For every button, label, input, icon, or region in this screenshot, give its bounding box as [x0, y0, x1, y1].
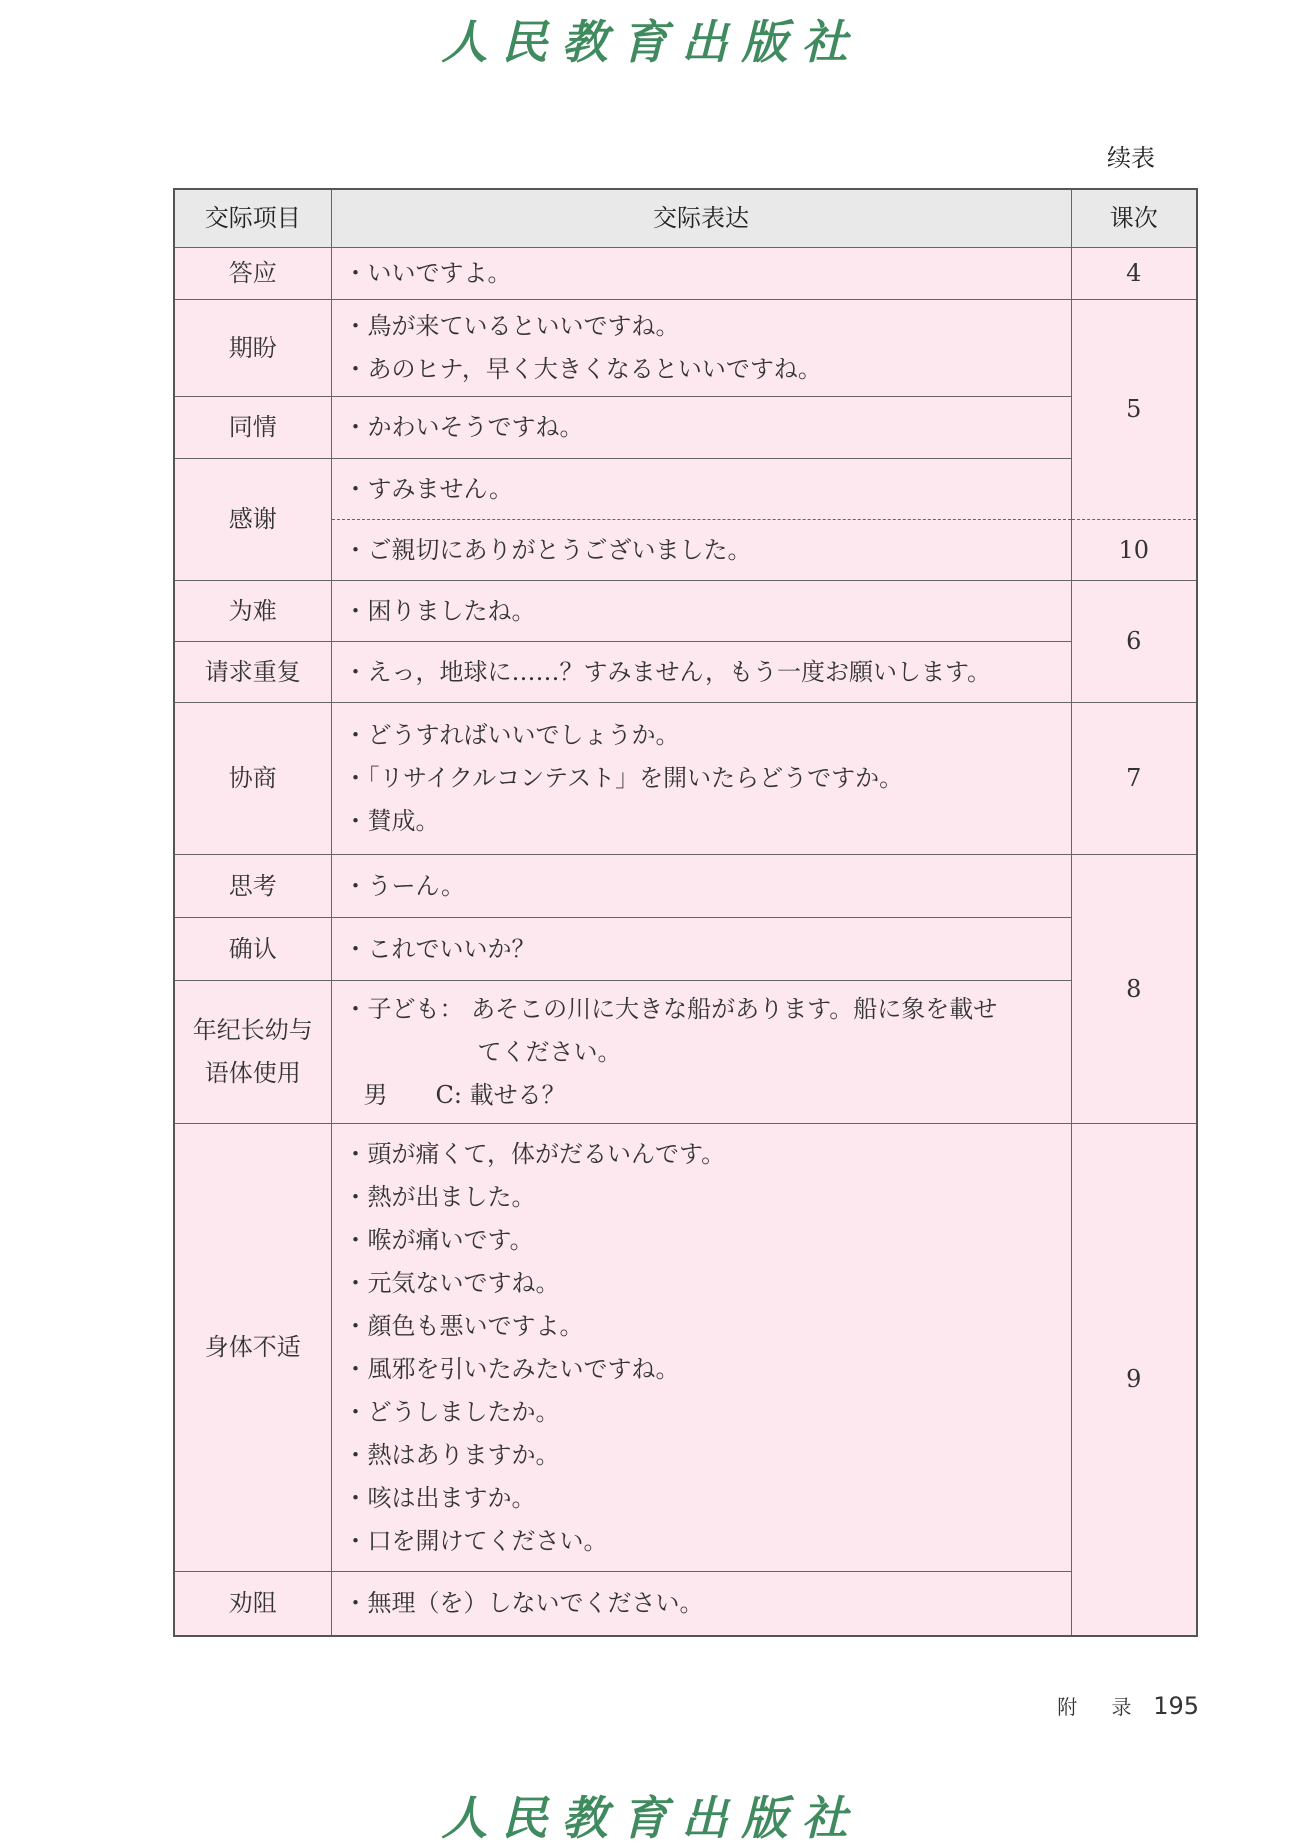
expression-line: ・あのヒナ，早く大きくなるといいですね。	[343, 355, 822, 383]
table-row	[174, 300, 1197, 397]
row-item: 劝阻	[174, 1572, 331, 1636]
expression-line: ・賛成。	[343, 807, 440, 835]
expression-line: ・いいですよ。	[343, 259, 512, 287]
expression-line: ・これでいいか？	[343, 934, 536, 963]
table-row	[174, 1572, 1197, 1636]
lesson-number: 5	[1071, 300, 1197, 520]
expression-line: ・ご親切にありがとうございました。	[343, 535, 752, 564]
table-row	[174, 918, 1197, 981]
lesson-number: 8	[1071, 855, 1197, 1124]
expression-line: ・咳は出ますか。	[343, 1483, 536, 1512]
page-footer	[1057, 1691, 1199, 1720]
row-item: 答应	[174, 248, 331, 300]
communication-table	[173, 188, 1198, 1637]
row-item: 同情	[174, 397, 331, 459]
expression-line: ・どうしましたか。	[343, 1397, 560, 1426]
table-row	[174, 581, 1197, 642]
expression-line: ・うーん。	[343, 871, 465, 900]
expression-line: ・口を開けてください。	[343, 1526, 608, 1555]
table-row	[174, 248, 1197, 300]
table-row	[174, 703, 1197, 855]
expression-line: ・頭が痛くて，体がだるいんです。	[343, 1139, 726, 1168]
expression-line: ・顔色も悪いですよ。	[343, 1311, 584, 1340]
expression-line: ・喉が痛いです。	[343, 1225, 534, 1254]
expression-line: ・えっ，地球に……？すみません，もう一度お願いします。	[343, 657, 992, 686]
header-lesson: 课次	[1071, 189, 1197, 248]
row-item: 思考	[174, 855, 331, 918]
row-item: 期盼	[174, 300, 331, 397]
header-item: 交际项目	[174, 189, 331, 248]
expression-line: ・どうすればいいでしょうか。	[343, 721, 680, 749]
expression-line: ・困りましたね。	[343, 596, 536, 625]
expression-line: ・すみません。	[343, 474, 513, 503]
lesson-number: 4	[1071, 248, 1197, 300]
expression-line: ・無理（を）しないでください。	[343, 1588, 704, 1617]
publisher-watermark-top: 人民教育出版社	[441, 15, 862, 69]
lesson-number: 10	[1071, 520, 1197, 581]
row-item: 协商	[174, 703, 331, 855]
table-row	[174, 1124, 1197, 1572]
expression-line: ・かわいそうですね。	[343, 413, 584, 441]
expression-line: 男 C: 載せる？	[363, 1080, 566, 1109]
row-item: 年纪长幼与	[192, 1016, 313, 1044]
table-row	[174, 981, 1197, 1124]
expression-line: ・熱はありますか。	[343, 1440, 560, 1469]
expression-line: ・熱が出ました。	[343, 1182, 536, 1211]
row-item: 确认	[174, 918, 331, 981]
publisher-watermark-bottom: 人民教育出版社	[441, 1791, 862, 1845]
expression-line: ・元気ないですね。	[343, 1268, 560, 1297]
row-item: 为难	[174, 581, 331, 642]
table-row	[174, 459, 1197, 520]
lesson-number: 9	[1071, 1124, 1197, 1636]
continued-label: 续表	[1107, 144, 1155, 172]
expression-line: てください。	[477, 1037, 622, 1066]
lesson-number: 6	[1071, 581, 1197, 703]
expression-line: ・鳥が来ているといいですね。	[343, 312, 680, 340]
row-item: 身体不适	[174, 1124, 331, 1572]
table-row	[174, 642, 1197, 703]
expression-line: ・「リサイクルコンテスト」を開いたらどうですか。	[343, 764, 904, 792]
header-expression: 交际表达	[331, 189, 1071, 248]
page-number: 195	[1153, 1692, 1199, 1720]
appendix-label: 附 录	[1057, 1695, 1146, 1719]
expression-line: ・子ども： あそこの川に大きな船があります。船に象を載せ	[343, 994, 998, 1023]
table-header-row	[174, 189, 1197, 248]
expression-line: ・風邪を引いたみたいですね。	[343, 1354, 680, 1383]
table-row	[174, 855, 1197, 918]
row-item: 请求重复	[174, 642, 331, 703]
lesson-number: 7	[1071, 703, 1197, 855]
row-item: 感谢	[174, 459, 331, 581]
table-row	[174, 397, 1197, 459]
row-item: 语体使用	[204, 1059, 301, 1087]
